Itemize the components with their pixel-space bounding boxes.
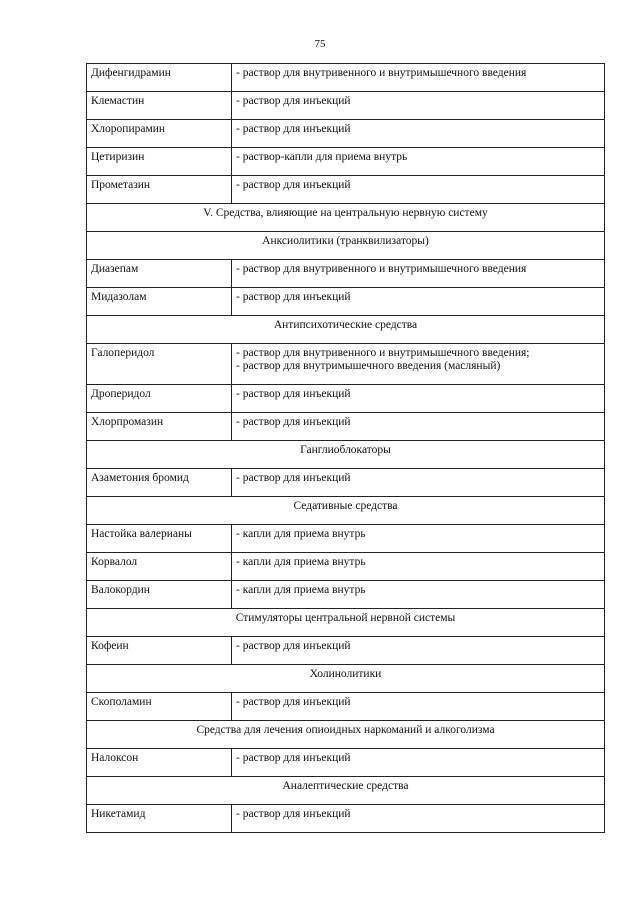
drug-row — [87, 469, 605, 497]
section-row — [87, 777, 605, 805]
drug-row — [87, 344, 605, 385]
drug-name: Настойка валерианы — [87, 525, 232, 553]
dosage-form-cell — [232, 288, 605, 316]
table-body — [87, 64, 605, 833]
drug-row — [87, 288, 605, 316]
dosage-form: - раствор для инъекций — [236, 640, 351, 652]
drug-name: Корвалол — [87, 553, 232, 581]
dosage-form-cell — [232, 637, 605, 665]
section-title: Анксиолитики (транквилизаторы) — [87, 232, 605, 260]
dosage-form: - капли для приема внутрь — [236, 556, 366, 568]
drug-name: Дроперидол — [87, 385, 232, 413]
dosage-form: - капли для приема внутрь — [236, 528, 366, 540]
dosage-form: - раствор для инъекций — [236, 472, 351, 484]
section-row — [87, 441, 605, 469]
dosage-form-cell — [232, 749, 605, 777]
drug-row — [87, 693, 605, 721]
dosage-form-cell — [232, 693, 605, 721]
drug-name: Никетамид — [87, 805, 232, 833]
dosage-form: - раствор для инъекций — [236, 752, 351, 764]
section-row — [87, 665, 605, 693]
dosage-form-cell — [232, 469, 605, 497]
drug-row — [87, 260, 605, 288]
drug-name: Кофеин — [87, 637, 232, 665]
drug-row — [87, 805, 605, 833]
dosage-form-cell — [232, 148, 605, 176]
drug-row — [87, 749, 605, 777]
dosage-form: - раствор для инъекций — [236, 123, 351, 135]
dosage-form-cell — [232, 413, 605, 441]
dosage-form-cell — [232, 385, 605, 413]
drug-row — [87, 385, 605, 413]
drug-row — [87, 64, 605, 92]
dosage-form: - раствор для инъекций — [236, 179, 351, 191]
drug-row — [87, 637, 605, 665]
dosage-form-cell — [232, 525, 605, 553]
dosage-form: - раствор для внутривенного и внутримышечного введения — [236, 263, 527, 275]
section-title: Средства для лечения опиоидных наркоманий и алкоголизма — [87, 721, 605, 749]
section-title: V. Средства, влияющие на центральную нервную систему — [87, 204, 605, 232]
drug-name: Мидазолам — [87, 288, 232, 316]
dosage-form: - раствор для внутривенного и внутримышечного введения — [236, 67, 527, 79]
section-title: Ганглиоблокаторы — [87, 441, 605, 469]
section-title: Антипсихотические средства — [87, 316, 605, 344]
drug-name: Цетиризин — [87, 148, 232, 176]
drug-row — [87, 413, 605, 441]
dosage-form-cell — [232, 581, 605, 609]
dosage-form: - раствор для внутривенного и внутримышечного введения; — [236, 347, 530, 359]
drug-name: Азаметония бромид — [87, 469, 232, 497]
dosage-form: - раствор-капли для приема внутрь — [236, 151, 408, 163]
section-row — [87, 232, 605, 260]
section-row — [87, 316, 605, 344]
dosage-form-cell — [232, 260, 605, 288]
section-row — [87, 497, 605, 525]
drug-name: Хлоропирамин — [87, 120, 232, 148]
drug-name: Хлорпромазин — [87, 413, 232, 441]
dosage-form: - раствор для инъекций — [236, 95, 351, 107]
drug-table — [86, 63, 605, 833]
drug-row — [87, 92, 605, 120]
section-row — [87, 721, 605, 749]
drug-name: Дифенгидрамин — [87, 64, 232, 92]
dosage-form-cell — [232, 120, 605, 148]
dosage-form-cell — [232, 176, 605, 204]
dosage-form: - раствор для инъекций — [236, 291, 351, 303]
drug-name: Скополамин — [87, 693, 232, 721]
drug-row — [87, 148, 605, 176]
drug-name: Валокордин — [87, 581, 232, 609]
drug-row — [87, 176, 605, 204]
drug-row — [87, 525, 605, 553]
dosage-form: - раствор для инъекций — [236, 416, 351, 428]
dosage-form-cell — [232, 92, 605, 120]
section-row — [87, 609, 605, 637]
drug-row — [87, 553, 605, 581]
page-number: 75 — [314, 38, 326, 50]
section-title: Холинолитики — [87, 665, 605, 693]
dosage-form: - раствор для инъекций — [236, 696, 351, 708]
dosage-form: - капли для приема внутрь — [236, 584, 366, 596]
drug-name: Галоперидол — [87, 344, 232, 385]
dosage-form: - раствор для инъекций — [236, 388, 351, 400]
section-title: Седативные средства — [87, 497, 605, 525]
drug-name: Диазепам — [87, 260, 232, 288]
drug-name: Клемастин — [87, 92, 232, 120]
section-row — [87, 204, 605, 232]
drug-name: Налоксон — [87, 749, 232, 777]
section-title: Аналептические средства — [87, 777, 605, 805]
dosage-form-cell — [232, 553, 605, 581]
dosage-form-cell — [232, 344, 605, 385]
dosage-form-cell — [232, 64, 605, 92]
dosage-form: - раствор для инъекций — [236, 808, 351, 820]
drug-name: Прометазин — [87, 176, 232, 204]
drug-row — [87, 120, 605, 148]
dosage-form-cell — [232, 805, 605, 833]
dosage-form: - раствор для внутримышечного введения (масляный) — [236, 360, 501, 372]
section-title: Стимуляторы центральной нервной системы — [87, 609, 605, 637]
drug-row — [87, 581, 605, 609]
